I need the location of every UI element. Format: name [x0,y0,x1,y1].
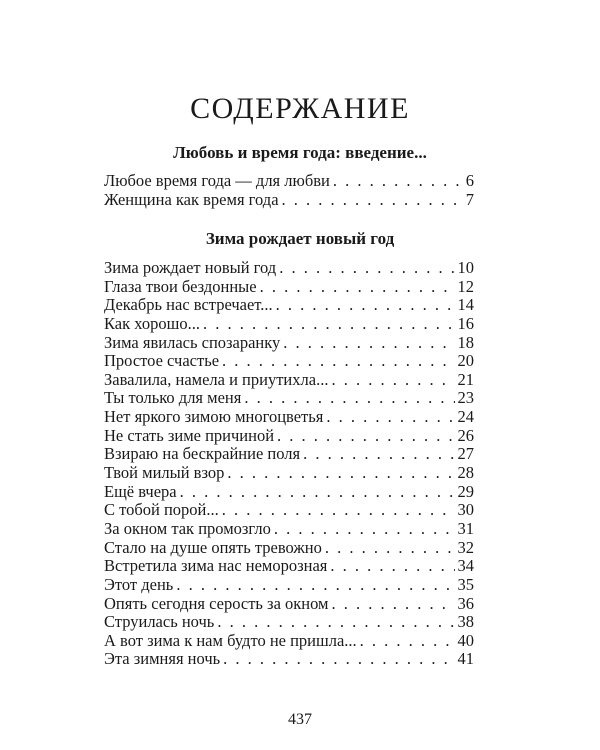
dot-leader [274,520,455,539]
toc-entry-page: 41 [457,649,474,669]
dot-leader [244,389,454,408]
dot-leader [325,539,455,558]
toc-entry-page: 38 [457,612,474,632]
dot-leader [330,557,454,576]
toc-entry-title: Нет яркого зимою многоцветья [104,407,324,427]
toc-entry-title: Струилась ночь [104,612,215,632]
dot-leader [326,408,454,427]
dot-leader [227,464,454,483]
dot-leader [203,315,455,334]
toc-entry-title: Опять сегодня серость за окном [104,593,329,613]
toc-entry-title: Этот день [104,574,174,594]
toc-list [104,172,474,209]
toc-entry-page: 6 [465,171,474,190]
toc-entry-title: Встретила зима нас неморозная [104,556,328,576]
toc-entry[interactable] [104,408,474,427]
section-heading: Любовь и время года: введение... [173,143,427,162]
toc-entry-title: Не стать зиме причиной [104,425,275,445]
toc-entry-title: Завалила, намела и приутихла... [104,369,329,389]
toc-entry[interactable] [104,632,474,651]
toc-entry[interactable] [104,191,474,210]
toc-entry-page: 28 [457,463,474,483]
dot-leader [180,483,455,502]
toc-entry[interactable] [104,520,474,539]
toc-entry[interactable] [104,259,474,278]
toc-entry-page: 18 [457,332,474,352]
toc-entry-page: 26 [457,425,474,445]
toc-entry-page: 7 [465,189,474,209]
toc-entry-title: За окном так промозгло [104,518,271,538]
toc-entry[interactable] [104,389,474,408]
toc-entry[interactable] [104,539,474,558]
toc-entry-page: 30 [457,500,474,520]
toc-entry-title: Зима явилась спозаранку [104,332,281,352]
toc-entry[interactable] [104,650,474,669]
toc-entry-page: 21 [457,369,474,389]
dot-leader [282,191,463,210]
toc-entry[interactable] [104,427,474,446]
toc-entry-title: Эта зимняя ночь [104,649,221,669]
toc-entry-page: 10 [457,258,474,277]
dot-leader [333,172,463,191]
toc-entry-page: 31 [457,518,474,538]
toc-entry-page: 23 [457,388,474,408]
section-heading: Зима рождает новый год [205,229,395,248]
dot-leader [222,501,455,520]
dot-leader [283,334,454,353]
toc-entry-title: Глаза твои бездонные [104,276,257,296]
toc-entry-title: Ещё вчера [104,481,177,501]
toc-entry-title: Твой милый взор [104,463,225,483]
toc-entry[interactable] [104,352,474,371]
toc-entry[interactable] [104,296,474,315]
toc-entry-page: 29 [457,481,474,501]
toc-entry[interactable] [104,557,474,576]
toc-entry-page: 20 [457,351,474,371]
toc-entry-title: Декабрь нас встречает... [104,295,273,315]
toc-entry-page: 32 [457,537,474,557]
toc-entry[interactable] [104,445,474,464]
toc-entry[interactable] [104,315,474,334]
toc-entry[interactable] [104,371,474,390]
toc-entry-page: 34 [457,556,474,576]
toc-entry-title: Простое счастье [104,351,220,371]
toc-entry[interactable] [104,464,474,483]
dot-leader [277,427,454,446]
toc-entry-title: С тобой порой... [104,500,219,520]
toc-entry-title: Ты только для меня [104,388,242,408]
toc-entry[interactable] [104,501,474,520]
toc-entry[interactable] [104,172,474,191]
toc-entry[interactable] [104,613,474,632]
toc-entry-title: Женщина как время года [104,189,279,209]
toc-entry-page: 24 [457,407,474,427]
dot-leader [176,576,454,595]
toc-entry[interactable] [104,595,474,614]
toc-entry-title: А вот зима к нам будто не пришла... [104,630,357,650]
dot-leader [279,259,454,278]
toc-entry-title: Любое время года — для любви [104,171,330,190]
dot-leader [260,278,455,297]
toc-entry-page: 16 [457,313,474,333]
toc-entry-page: 12 [457,276,474,296]
toc-entry[interactable] [104,334,474,353]
dot-leader [360,632,455,651]
toc-entry-page: 27 [457,444,474,464]
toc-entry[interactable] [104,278,474,297]
toc-entry[interactable] [104,576,474,595]
dot-leader [223,650,454,669]
toc-entry-title: Как хорошо... [104,313,200,333]
page-title: СОДЕРЖАНИЕ [190,92,410,125]
page-number: 437 [288,711,312,728]
toc-entry-title: Стало на душе опять тревожно [104,537,322,557]
toc-entry-title: Взираю на бескрайние поля [104,444,301,464]
dot-leader [303,445,454,464]
dot-leader [217,613,454,632]
toc-list [104,259,474,669]
dot-leader [276,296,455,315]
toc-entry-page: 35 [457,574,474,594]
toc-entry[interactable] [104,483,474,502]
toc-entry-title: Зима рождает новый год [104,258,277,277]
toc-entry-page: 36 [457,593,474,613]
dot-leader [222,352,454,371]
dot-leader [332,595,455,614]
toc-entry-page: 14 [457,295,474,315]
dot-leader [331,371,454,390]
toc-entry-page: 40 [457,630,474,650]
